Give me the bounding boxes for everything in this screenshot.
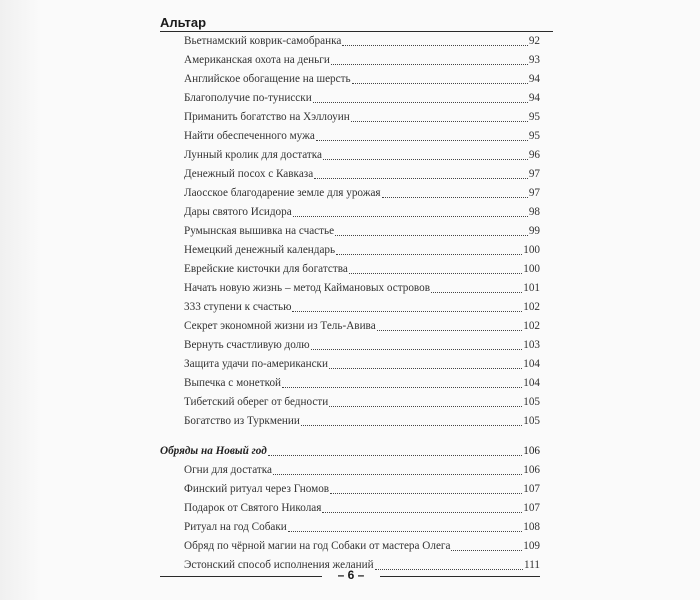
dot-leader (335, 235, 528, 236)
toc-entry-title: Приманить богатство на Хэллоуин (184, 111, 350, 123)
dot-leader (375, 569, 523, 570)
toc-entry (184, 518, 540, 534)
toc-entry (184, 412, 540, 428)
toc-entry (184, 165, 540, 181)
dot-leader (451, 550, 522, 551)
dot-leader (351, 121, 528, 122)
footer-rule-right (380, 576, 540, 577)
toc-entry-title: Румынская вышивка на счастье (184, 225, 335, 237)
toc-entry-page: 94 (528, 92, 540, 104)
toc-entry (184, 146, 540, 162)
toc-entry (184, 32, 540, 48)
toc-entry (184, 480, 540, 496)
toc-entry-page: 108 (523, 521, 540, 533)
toc-entry-title: Финский ритуал через Гномов (184, 483, 330, 495)
toc-entry-page: 96 (528, 149, 540, 161)
toc-entry (184, 317, 540, 333)
dot-leader (329, 368, 522, 369)
toc-entry (184, 537, 540, 553)
toc-entry (184, 108, 540, 124)
dot-leader (382, 197, 528, 198)
toc-entry-title: Ритуал на год Собаки (184, 521, 287, 533)
toc-entry-title: Огни для достатка (184, 464, 273, 476)
toc-entry-title: Найти обеспеченного мужа (184, 130, 315, 142)
toc-entry-page: 92 (528, 35, 540, 47)
toc-entry-title: Благополучие по-тунисски (184, 92, 312, 104)
toc-entry-page: 107 (523, 483, 540, 495)
footer-rule-left (160, 576, 322, 577)
toc-entry-title: Защита удачи по-американски (184, 358, 328, 370)
dot-leader (336, 254, 522, 255)
toc-entry-page: 102 (523, 320, 540, 332)
toc-section-heading (160, 442, 540, 458)
toc-entry-title: Денежный посох с Кавказа (184, 168, 314, 180)
toc-entry-page: 103 (523, 339, 540, 351)
toc-entry-page: 95 (528, 111, 540, 123)
page-number: – 6 – (337, 568, 365, 582)
toc-entry-title: Английское обогащение на шерсть (184, 73, 351, 85)
dot-leader (268, 455, 522, 456)
toc-entry-page: 104 (523, 377, 540, 389)
dot-leader (288, 531, 522, 532)
dot-leader (342, 45, 527, 46)
dot-leader (323, 159, 528, 160)
toc-entry-page: 93 (528, 54, 540, 66)
toc-section-title: Обряды на Новый год (160, 445, 267, 457)
toc-entry-page: 107 (523, 502, 540, 514)
dot-leader (314, 178, 528, 179)
toc-entry (184, 260, 540, 276)
dot-leader (322, 512, 522, 513)
section-header-title: Альтар (160, 15, 207, 30)
toc-entry-page: 102 (523, 301, 540, 313)
dot-leader (431, 292, 522, 293)
toc-entry-page: 98 (528, 206, 540, 218)
toc-entry (184, 393, 540, 409)
dot-leader (301, 425, 522, 426)
toc-entry-title: Лаосское благодарение земле для урожая (184, 187, 381, 199)
toc-entry (184, 184, 540, 200)
toc-entry-page: 105 (523, 415, 540, 427)
dot-leader (311, 349, 523, 350)
toc-entry-title: Начать новую жизнь – метод Каймановых островов (184, 282, 431, 294)
toc-entry-title: Обряд по чёрной магии на год Собаки от мастера Олега (184, 540, 451, 552)
toc-entry-title: Выпечка с монеткой (184, 377, 282, 389)
toc-entry-title: Американская охота на деньги (184, 54, 330, 66)
toc-entry (184, 298, 540, 314)
dot-leader (377, 330, 523, 331)
dot-leader (293, 216, 528, 217)
toc-entry (184, 89, 540, 105)
toc-entry (184, 499, 540, 515)
toc-entry-title: Немецкий денежный календарь (184, 244, 336, 256)
toc-entry (184, 461, 540, 477)
toc-entry-title: Тибетский оберег от бедности (184, 396, 329, 408)
toc-entry-page: 104 (523, 358, 540, 370)
toc-entry (184, 127, 540, 143)
toc-entry-title: Дары святого Исидора (184, 206, 292, 218)
toc-entry (184, 51, 540, 67)
dot-leader (331, 64, 528, 65)
toc-entry-page: 109 (523, 540, 540, 552)
toc-entry-page: 101 (523, 282, 540, 294)
dot-leader (316, 140, 528, 141)
toc-entry-page: 97 (528, 168, 540, 180)
toc-entry-page: 99 (528, 225, 540, 237)
toc-entry-title: Эстонский способ исполнения желаний (184, 559, 374, 571)
toc-entry-title: Вернуть счастливую долю (184, 339, 310, 351)
toc-entry-title: Секрет экономной жизни из Тель-Авива (184, 320, 376, 332)
toc-entry (184, 70, 540, 86)
dot-leader (282, 387, 522, 388)
dot-leader (313, 102, 528, 103)
dot-leader (329, 406, 522, 407)
toc-entry-page: 105 (523, 396, 540, 408)
toc-section-page: 106 (523, 445, 540, 457)
toc-entry-page: 100 (523, 263, 540, 275)
toc-entry-title: Лунный кролик для достатка (184, 149, 323, 161)
toc-entry-page: 106 (523, 464, 540, 476)
toc-entry-title: 333 ступени к счастью (184, 301, 292, 313)
toc-entry (184, 336, 540, 352)
toc-entry (184, 203, 540, 219)
toc-entry-page: 100 (523, 244, 540, 256)
dot-leader (273, 474, 522, 475)
dot-leader (292, 311, 522, 312)
toc-entry-title: Вьетнамский коврик-самобранка (184, 35, 342, 47)
toc-entry-title: Богатство из Туркмении (184, 415, 300, 427)
toc-entry (184, 374, 540, 390)
toc-entry-page: 95 (528, 130, 540, 142)
dot-leader (352, 83, 528, 84)
dot-leader (349, 273, 522, 274)
toc-entry-page: 97 (528, 187, 540, 199)
toc-entry (184, 279, 540, 295)
toc-entry-title: Подарок от Святого Николая (184, 502, 322, 514)
toc-entry (184, 241, 540, 257)
toc-entry (184, 222, 540, 238)
toc-entry-page: 94 (528, 73, 540, 85)
dot-leader (330, 493, 522, 494)
toc-entry (184, 355, 540, 371)
toc-entry-page: 111 (524, 559, 540, 571)
toc-entry-title: Еврейские кисточки для богатства (184, 263, 348, 275)
page-shadow (0, 0, 40, 600)
